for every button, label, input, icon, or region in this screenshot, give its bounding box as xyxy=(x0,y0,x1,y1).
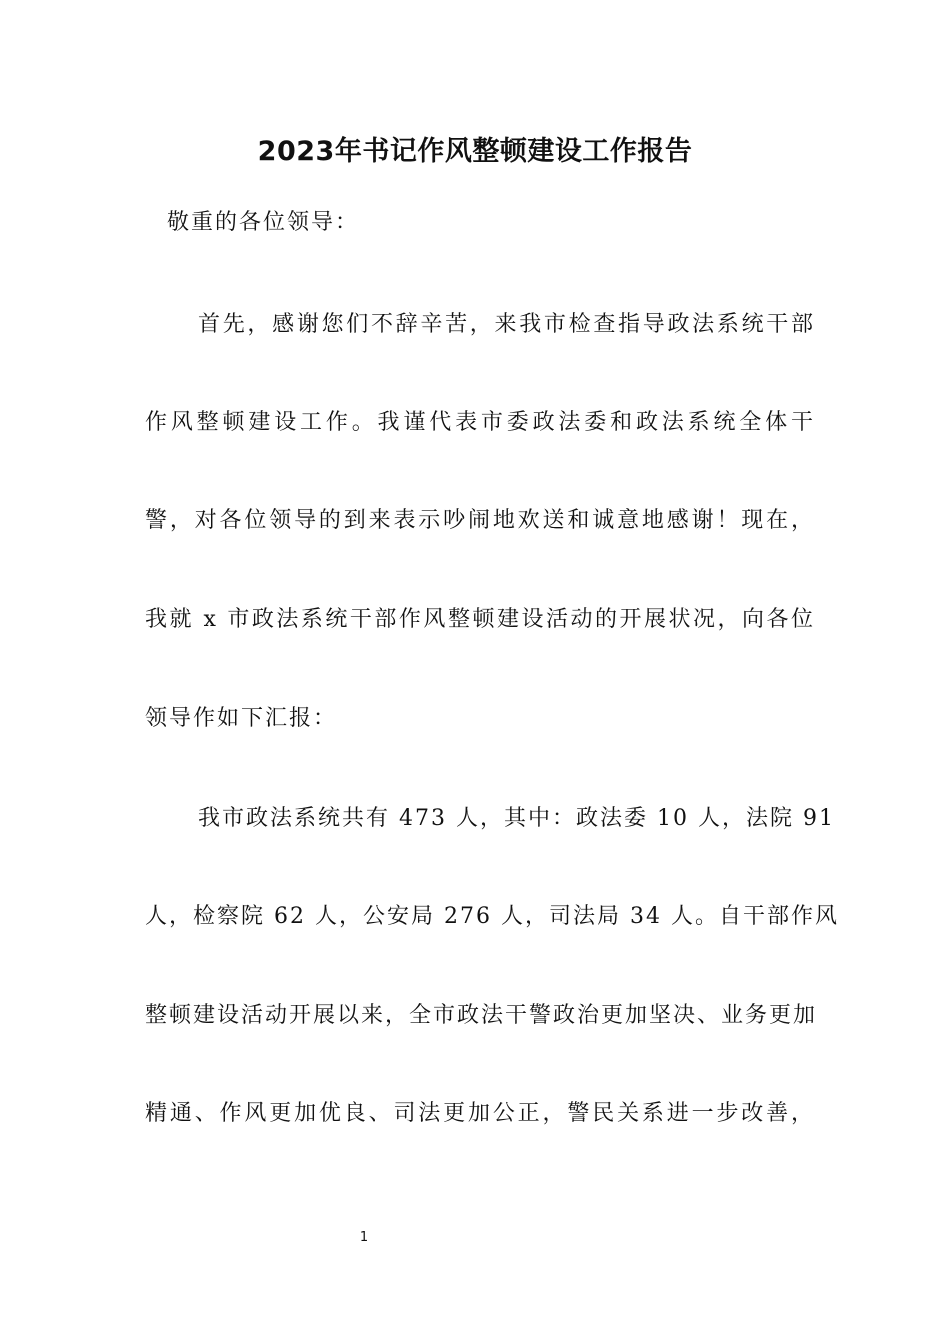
paragraph-line: 警，对各位领导的到来表示吵闹地欢送和诚意地感谢！现在， xyxy=(145,508,815,533)
document-title: 2023年书记作风整顿建设工作报告 xyxy=(257,136,693,167)
paragraph-line: 首先，感谢您们不辞辛苦，来我市检查指导政法系统干部 xyxy=(198,312,815,337)
paragraph-line: 我市政法系统共有 473 人，其中：政法委 10 人，法院 91 xyxy=(198,806,835,831)
paragraph-line: 我就 x 市政法系统干部作风整顿建设活动的开展状况，向各位 xyxy=(145,607,815,632)
paragraph-line: 领导作如下汇报： xyxy=(145,706,338,731)
paragraph-line: 作风整顿建设工作。我谨代表市委政法委和政法系统全体干 xyxy=(145,410,815,435)
paragraph-line: 整顿建设活动开展以来，全市政法干警政治更加坚决、业务更加 xyxy=(145,1003,818,1028)
paragraph-line: 人，检察院 62 人，公安局 276 人，司法局 34 人。自干部作风 xyxy=(145,904,839,929)
paragraph-line: 精通、作风更加优良、司法更加公正，警民关系进一步改善， xyxy=(145,1101,815,1126)
salutation-line: 敬重的各位领导： xyxy=(167,210,360,235)
page-number: 1 xyxy=(359,1230,369,1245)
